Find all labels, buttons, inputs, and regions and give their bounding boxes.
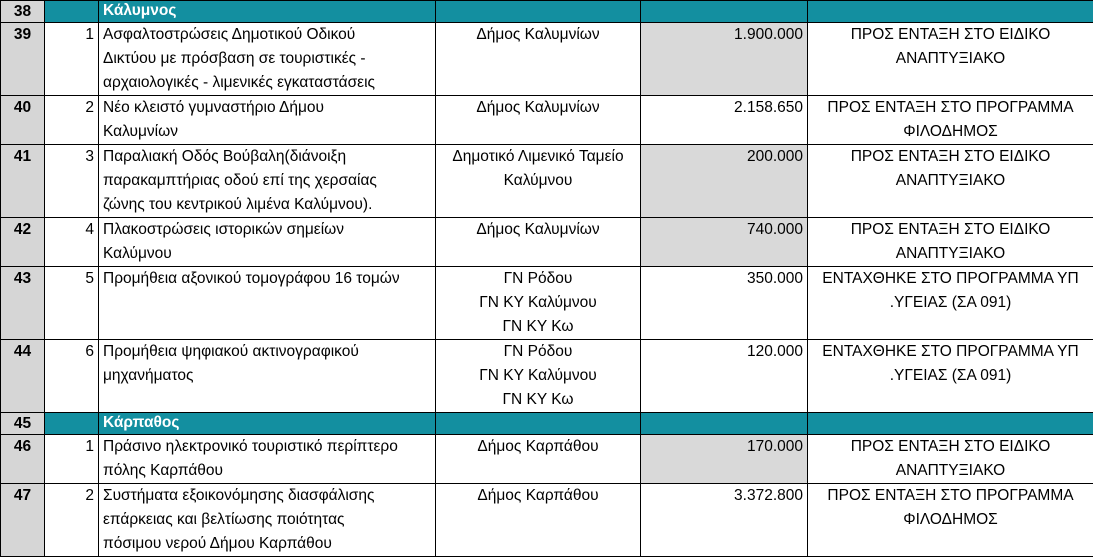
description-line: Πλακοστρώσεις ιστορικών σημείων [103, 218, 431, 242]
index-cell[interactable]: 5 [45, 267, 99, 340]
section-title[interactable]: Κάλυμνος [99, 1, 436, 23]
row-header[interactable]: 41 [1, 145, 45, 218]
status-line: ΦΙΛΟΔΗΜΟΣ [812, 508, 1089, 532]
amount-cell[interactable]: 120.000 [641, 340, 808, 413]
agency-cell[interactable] [436, 23, 641, 96]
agency-line: Καλύμνου [440, 169, 636, 193]
description-cell[interactable] [99, 145, 436, 218]
description-cell[interactable] [99, 23, 436, 96]
status-cell[interactable] [808, 218, 1093, 267]
row-header[interactable]: 39 [1, 23, 45, 96]
agency-cell[interactable] [436, 267, 641, 340]
row-header[interactable]: 38 [1, 1, 45, 23]
description-line: Πράσινο ηλεκτρονικό τουριστικό περίπτερο [103, 435, 431, 459]
amount-cell[interactable]: 2.158.650 [641, 96, 808, 145]
agency-line: Δήμος Καλυμνίων [440, 96, 636, 120]
description-line: πόλης Καρπάθου [103, 459, 431, 483]
agency-cell[interactable] [436, 484, 641, 557]
index-cell[interactable]: 6 [45, 340, 99, 413]
status-line: ΠΡΟΣ ΕΝΤΑΞΗ ΣΤΟ ΕΙΔΙΚΟ [812, 145, 1089, 169]
amount-cell[interactable]: 170.000 [641, 435, 808, 484]
description-cell[interactable] [99, 484, 436, 557]
description-line: παρακαμπτήριας οδού επί της χερσαίας [103, 169, 431, 193]
row-header[interactable]: 45 [1, 413, 45, 435]
status-line: ΑΝΑΠΤΥΞΙΑΚΟ [812, 169, 1089, 193]
agency-line: ΓΝ ΚΥ Καλύμνου [440, 291, 636, 315]
row-header[interactable]: 43 [1, 267, 45, 340]
amount-cell[interactable]: 1.900.000 [641, 23, 808, 96]
status-line: ΑΝΑΠΤΥΞΙΑΚΟ [812, 242, 1089, 266]
description-line: Δικτύου με πρόσβαση σε τουριστικές - [103, 47, 431, 71]
sheet-body [1, 1, 1093, 557]
index-cell[interactable]: 1 [45, 435, 99, 484]
amount-cell[interactable]: 200.000 [641, 145, 808, 218]
row-header[interactable]: 44 [1, 340, 45, 413]
description-cell[interactable] [99, 218, 436, 267]
agency-line: ΓΝ ΚΥ Καλύμνου [440, 364, 636, 388]
table-row [1, 267, 1093, 340]
description-line: μηχανήματος [103, 364, 431, 388]
agency-line: ΓΝ Ρόδου [440, 267, 636, 291]
section-title[interactable]: Κάρπαθος [99, 413, 436, 435]
row-header[interactable]: 46 [1, 435, 45, 484]
index-cell[interactable]: 2 [45, 484, 99, 557]
agency-line: Δήμος Καλυμνίων [440, 218, 636, 242]
index-cell[interactable]: 1 [45, 23, 99, 96]
table-row [1, 23, 1093, 96]
agency-line: ΓΝ ΚΥ Κω [440, 315, 636, 339]
status-line: .ΥΓΕΙΑΣ (ΣΑ 091) [812, 291, 1089, 315]
section-header-cell[interactable] [641, 413, 808, 435]
status-cell[interactable] [808, 145, 1093, 218]
description-cell[interactable] [99, 96, 436, 145]
description-line: Νέο κλειστό γυμναστήριο Δήμου [103, 96, 431, 120]
table-row [1, 435, 1093, 484]
status-cell[interactable] [808, 23, 1093, 96]
description-line: Καλύμνου [103, 242, 431, 266]
agency-cell[interactable] [436, 340, 641, 413]
description-cell[interactable] [99, 267, 436, 340]
description-line: Παραλιακή Οδός Βούβαλη(διάνοιξη [103, 145, 431, 169]
section-header-cell[interactable] [808, 413, 1093, 435]
section-header-cell[interactable] [808, 1, 1093, 23]
status-line: ΦΙΛΟΔΗΜΟΣ [812, 120, 1089, 144]
status-cell[interactable] [808, 267, 1093, 340]
description-line: αρχαιολογικές - λιμενικές εγκαταστάσεις [103, 71, 431, 95]
status-line: ΠΡΟΣ ΕΝΤΑΞΗ ΣΤΟ ΕΙΔΙΚΟ [812, 23, 1089, 47]
table-row [1, 145, 1093, 218]
status-line: ΕΝΤΑΧΘΗΚΕ ΣΤΟ ΠΡΟΓΡΑΜΜΑ ΥΠ [812, 340, 1089, 364]
description-line: Ασφαλτοστρώσεις Δημοτικού Οδικού [103, 23, 431, 47]
table-row [1, 218, 1093, 267]
description-cell[interactable] [99, 340, 436, 413]
agency-line: ΓΝ Ρόδου [440, 340, 636, 364]
description-line: Καλυμνίων [103, 120, 431, 144]
agency-line: Δήμος Καλυμνίων [440, 23, 636, 47]
index-cell[interactable]: 4 [45, 218, 99, 267]
section-header-cell[interactable] [45, 1, 99, 23]
row-header[interactable]: 42 [1, 218, 45, 267]
section-header-cell[interactable] [641, 1, 808, 23]
agency-cell[interactable] [436, 96, 641, 145]
description-cell[interactable] [99, 435, 436, 484]
table-row [1, 340, 1093, 413]
agency-cell[interactable] [436, 218, 641, 267]
status-line: ΕΝΤΑΧΘΗΚΕ ΣΤΟ ΠΡΟΓΡΑΜΜΑ ΥΠ [812, 267, 1089, 291]
status-cell[interactable] [808, 484, 1093, 557]
agency-cell[interactable] [436, 145, 641, 218]
status-line: .ΥΓΕΙΑΣ (ΣΑ 091) [812, 364, 1089, 388]
section-header-cell[interactable] [436, 1, 641, 23]
table-row [1, 484, 1093, 557]
agency-line: ΓΝ ΚΥ Κω [440, 388, 636, 412]
description-line: Προμήθεια αξονικού τομογράφου 16 τομών [103, 267, 431, 291]
status-line: ΠΡΟΣ ΕΝΤΑΞΗ ΣΤΟ ΕΙΔΙΚΟ [812, 435, 1089, 459]
row-header[interactable]: 47 [1, 484, 45, 557]
row-header[interactable]: 40 [1, 96, 45, 145]
description-line: πόσιμου νερού Δήμου Καρπάθου [103, 532, 431, 556]
status-cell[interactable] [808, 435, 1093, 484]
status-line: ΠΡΟΣ ΕΝΤΑΞΗ ΣΤΟ ΕΙΔΙΚΟ [812, 218, 1089, 242]
index-cell[interactable]: 3 [45, 145, 99, 218]
agency-cell[interactable] [436, 435, 641, 484]
status-line: ΑΝΑΠΤΥΞΙΑΚΟ [812, 459, 1089, 483]
status-line: ΑΝΑΠΤΥΞΙΑΚΟ [812, 47, 1089, 71]
section-header-row [1, 413, 1093, 435]
agency-line: Δήμος Καρπάθου [440, 484, 636, 508]
status-cell[interactable] [808, 340, 1093, 413]
section-header-row [1, 1, 1093, 23]
amount-cell[interactable]: 740.000 [641, 218, 808, 267]
description-line: επάρκειας και βελτίωσης ποιότητας [103, 508, 431, 532]
amount-cell[interactable]: 350.000 [641, 267, 808, 340]
status-line: ΠΡΟΣ ΕΝΤΑΞΗ ΣΤΟ ΠΡΟΓΡΑΜΜΑ [812, 96, 1089, 120]
amount-cell[interactable]: 3.372.800 [641, 484, 808, 557]
table-row [1, 96, 1093, 145]
description-line: Συστήματα εξοικονόμησης διασφάλισης [103, 484, 431, 508]
status-line: ΠΡΟΣ ΕΝΤΑΞΗ ΣΤΟ ΠΡΟΓΡΑΜΜΑ [812, 484, 1089, 508]
description-line: ζώνης του κεντρικού λιμένα Καλύμνου). [103, 193, 431, 217]
index-cell[interactable]: 2 [45, 96, 99, 145]
status-cell[interactable] [808, 96, 1093, 145]
agency-line: Δημοτικό Λιμενικό Ταμείο [440, 145, 636, 169]
description-line: Προμήθεια ψηφιακού ακτινογραφικού [103, 340, 431, 364]
section-header-cell[interactable] [45, 413, 99, 435]
section-header-cell[interactable] [436, 413, 641, 435]
agency-line: Δήμος Καρπάθου [440, 435, 636, 459]
